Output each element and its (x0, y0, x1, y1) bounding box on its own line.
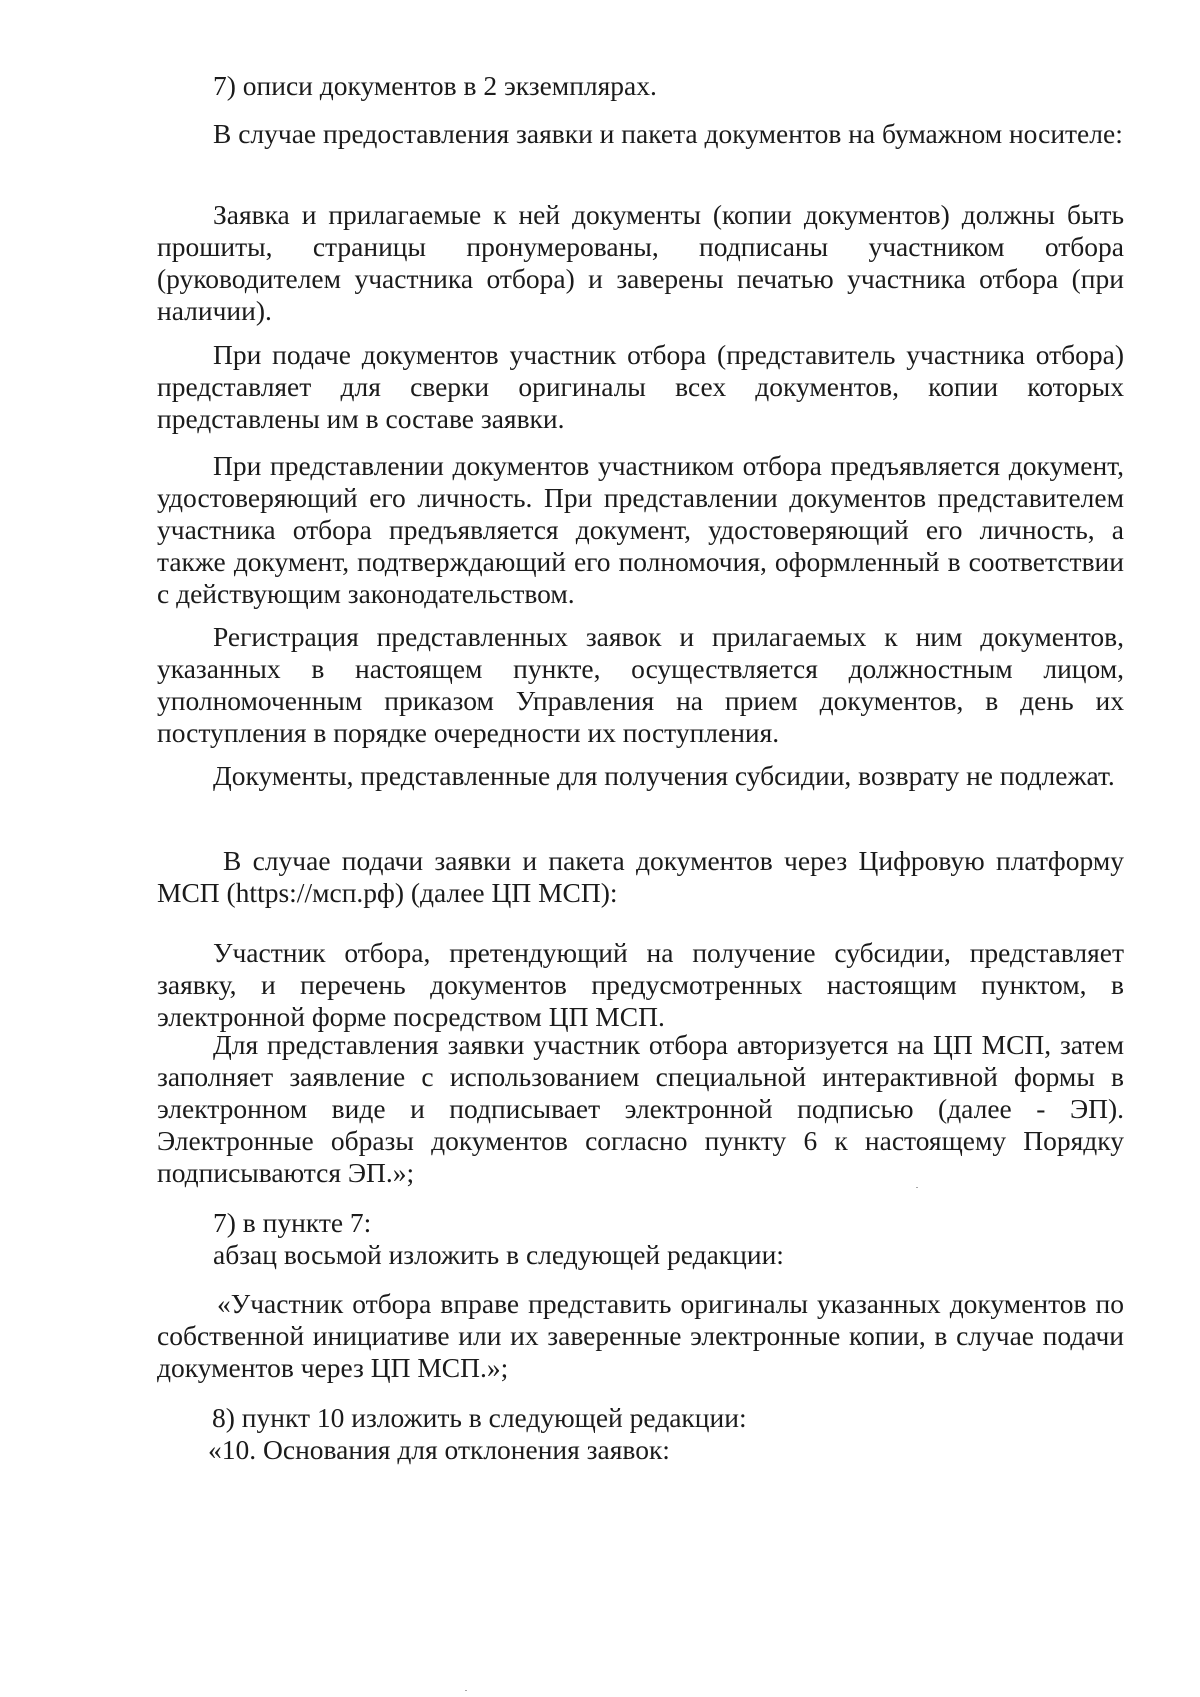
line-paragraph-eight-edit: абзац восьмой изложить в следующей редакции: (213, 1239, 784, 1270)
paragraph-no-return: Документы, представленные для получения субсидии, возврату не подлежат. (213, 760, 1115, 791)
paragraph-paper-submission-heading: В случае предоставления заявки и пакета документов на бумажном носителе: (213, 118, 1123, 149)
paragraph-authorization-signature: Для представления заявки участник отбора авторизуется на ЦП МСП, затем заполняет заявление с использованием специальной интерактивной формы в электронном виде и подписывает электронной подписью (далее - ЭП). Электронные образы документов согласно пункту 6 к настоящему Порядку подписываются ЭП.»; (157, 1029, 1124, 1188)
list-item-7-point-7: 7) в пункте 7: (213, 1207, 372, 1238)
paragraph-quoted-originals: «Участник отбора вправе представить оригиналы указанных документов по собственной инициативе или их заверенные электронные копии, в случае подачи документов через ЦП МСП.»; (157, 1288, 1124, 1383)
scan-speck (916, 1187, 918, 1188)
paragraph-binding-requirements: Заявка и прилагаемые к ней документы (копии документов) должны быть прошиты, страницы пронумерованы, подписаны участником отбора (руководителем участника отбора) и заверены печатью участника отбора (при наличии). (157, 199, 1124, 326)
list-item-8-point-10: 8) пункт 10 изложить в следующей редакции: (212, 1402, 747, 1433)
paragraph-electronic-submission: Участник отбора, претендующий на получение субсидии, представляет заявку, и перечень документов предусмотренных настоящим пунктом, в электронной форме посредством ЦП МСП. (157, 937, 1124, 1032)
paragraph-identity-document: При представлении документов участником отбора предъявляется документ, удостоверяющий его личность. При представлении документов представителем участника отбора предъявляется документ, удостоверяющий его личность, а также документ, подтверждающий его полномочия, оформленный в соответствии с действующим законодательством. (157, 450, 1124, 609)
paragraph-originals-verification: При подаче документов участник отбора (представитель участника отбора) представляет для сверки оригиналы всех документов, копии которых представлены им в составе заявки. (157, 339, 1124, 434)
paragraph-registration: Регистрация представленных заявок и прилагаемых к ним документов, указанных в настоящем пункте, осуществляется должностным лицом, уполномоченным приказом Управления на прием документов, в день их поступления в порядке очередности их поступления. (157, 621, 1124, 748)
line-rejection-grounds-heading: «10. Основания для отклонения заявок: (208, 1434, 670, 1465)
paragraph-digital-platform-heading: В случае подачи заявки и пакета документов через Цифровую платформу МСП (https://мсп.рф) (далее ЦП МСП): (157, 845, 1124, 908)
scan-speck (465, 1690, 467, 1691)
list-item-7-inventory: 7) описи документов в 2 экземплярах. (213, 70, 657, 101)
